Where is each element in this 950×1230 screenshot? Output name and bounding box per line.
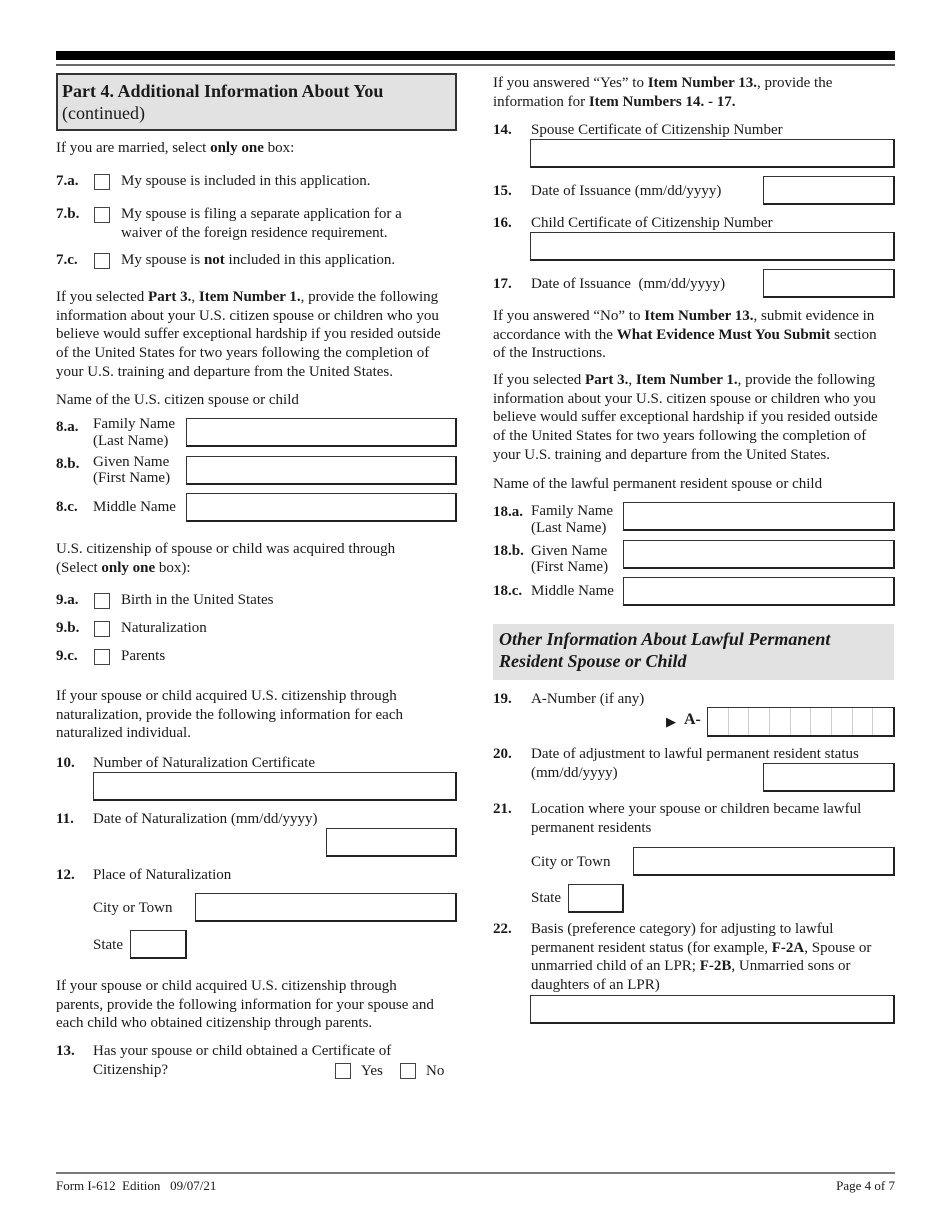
item-18c-label: Middle Name	[531, 583, 614, 599]
item-13-yes-checkbox[interactable]	[335, 1063, 351, 1079]
spouse-certificate-input[interactable]	[530, 139, 895, 168]
right-part3-paragraph: If you selected Part 3., Item Number 1., provide the following information about your U.S. citizen spouse or children who you believe would suffer exceptional hardship if you resided outside of the United States for two years following the completion of your U.S. training and departure from the United States.	[493, 372, 878, 463]
lpr-name-heading: Name of the lawful permanent resident spouse or child	[493, 476, 823, 492]
item-12-label: Place of Naturalization	[93, 867, 232, 883]
item-10-number: 10.	[56, 755, 75, 771]
item-8c-number: 8.c.	[56, 499, 78, 515]
item-7a-label: My spouse is included in this application.	[121, 173, 371, 189]
item-7b-label: My spouse is filing a separate application for a waiver of the foreign residence requirement.	[121, 206, 402, 241]
item-21-number: 21.	[493, 801, 512, 817]
item-18c-number: 18.c.	[493, 583, 523, 599]
item-8c-label: Middle Name	[93, 499, 176, 515]
item-12-number: 12.	[56, 867, 75, 883]
item-19-label: A-Number (if any)	[531, 691, 645, 707]
item-7c-checkbox[interactable]	[94, 253, 110, 269]
item-13-no-checkbox[interactable]	[400, 1063, 416, 1079]
married-instruction: If you are married, select only one box:	[56, 140, 295, 156]
item-15-number: 15.	[493, 183, 512, 199]
item-14-number: 14.	[493, 122, 512, 138]
top-thin-rule	[56, 64, 895, 66]
left-part3-paragraph: If you selected Part 3., Item Number 1., provide the following information about your U.S. citizen spouse or children who you believe would suffer exceptional hardship if you resided outside of the United States for two years following the completion of your U.S. training and departure from the United States.	[56, 289, 441, 380]
item-9b-number: 9.b.	[56, 620, 80, 636]
page-number: Page 4 of 7	[836, 1178, 895, 1193]
item-9c-checkbox[interactable]	[94, 649, 110, 665]
middle-name-input[interactable]	[186, 493, 457, 522]
item-12-state-label: State	[93, 937, 123, 953]
item-18b-label: Given Name (First Name)	[531, 543, 609, 575]
item-16-label: Child Certificate of Citizenship Number	[531, 215, 773, 231]
item-16-number: 16.	[493, 215, 512, 231]
item-7c-label: My spouse is not included in this application.	[121, 252, 396, 268]
item-10-label: Number of Naturalization Certificate	[93, 755, 315, 771]
lpr-state-input[interactable]	[568, 884, 624, 913]
item-9c-number: 9.c.	[56, 648, 78, 664]
yes-instruction: If you answered “Yes” to Item Number 13., provide the information for Item Numbers 14. - 17.	[493, 75, 833, 110]
family-name-input[interactable]	[186, 418, 457, 447]
lpr-given-name-input[interactable]	[623, 540, 895, 569]
item-8a-number: 8.a.	[56, 419, 79, 435]
naturalization-city-input[interactable]	[195, 893, 457, 922]
item-17-number: 17.	[493, 276, 512, 292]
naturalization-date-input[interactable]	[326, 828, 457, 857]
item-9b-checkbox[interactable]	[94, 621, 110, 637]
preference-category-input[interactable]	[530, 995, 895, 1024]
naturalization-paragraph: If your spouse or child acquired U.S. citizenship through naturalization, provide the following information for each naturalized individual.	[56, 688, 403, 742]
item-13-number: 13.	[56, 1043, 75, 1059]
item-18a-number: 18.a.	[493, 504, 523, 520]
lpr-middle-name-input[interactable]	[623, 577, 895, 606]
no-instruction: If you answered “No” to Item Number 13., submit evidence in accordance with the What Evidence Must You Submit section of the Instructions.	[493, 308, 877, 362]
item-22-label: Basis (preference category) for adjusting to lawful permanent resident status (for example, F-2A, Spouse or unmarried child of an LPR; F-2B, Unmarried sons or daughters of an LPR)	[531, 921, 872, 994]
adjustment-date-input[interactable]	[763, 763, 895, 792]
item-21-state-label: State	[531, 890, 561, 906]
form-edition: Form I-612 Edition 09/07/21	[56, 1178, 217, 1193]
item-18a-label: Family Name (Last Name)	[531, 503, 614, 536]
other-information-heading: Other Information About Lawful Permanent Resident Spouse or Child	[493, 624, 894, 680]
spouse-issuance-date-input[interactable]	[763, 176, 895, 205]
item-12-city-label: City or Town	[93, 900, 173, 916]
item-15-label: Date of Issuance (mm/dd/yyyy)	[531, 183, 722, 199]
item-20-number: 20.	[493, 746, 512, 762]
child-issuance-date-input[interactable]	[763, 269, 895, 298]
item-13-label: Has your spouse or child obtained a Certificate of Citizenship?	[93, 1043, 392, 1078]
item-13-no-label: No	[426, 1063, 445, 1079]
part-subtitle: (continued)	[62, 103, 145, 123]
item-7c-number: 7.c.	[56, 252, 78, 268]
a-number-prefix: A-	[684, 711, 701, 728]
item-9a-label: Birth in the United States	[121, 592, 274, 608]
naturalization-state-input[interactable]	[130, 930, 187, 959]
naturalization-certificate-input[interactable]	[93, 772, 457, 801]
item-21-label: Location where your spouse or children became lawful permanent residents	[531, 801, 862, 836]
item-11-label: Date of Naturalization (mm/dd/yyyy)	[93, 811, 318, 827]
item-22-number: 22.	[493, 921, 512, 937]
citizen-name-heading: Name of the U.S. citizen spouse or child	[56, 392, 299, 408]
item-11-number: 11.	[56, 811, 74, 827]
item-19-number: 19.	[493, 691, 512, 707]
item-7a-checkbox[interactable]	[94, 174, 110, 190]
part-4-heading	[56, 73, 457, 131]
a-number-input[interactable]	[707, 707, 895, 737]
citizenship-heading: U.S. citizenship of spouse or child was acquired through (Select only one box):	[56, 541, 396, 576]
item-9b-label: Naturalization	[121, 620, 207, 636]
item-14-label: Spouse Certificate of Citizenship Number	[531, 122, 783, 138]
given-name-input[interactable]	[186, 456, 457, 485]
item-9c-label: Parents	[121, 648, 166, 664]
item-7b-checkbox[interactable]	[94, 207, 110, 223]
lpr-city-input[interactable]	[633, 847, 895, 876]
item-8b-label: Given Name (First Name)	[93, 454, 171, 486]
item-9a-checkbox[interactable]	[94, 593, 110, 609]
item-21-city-label: City or Town	[531, 854, 611, 870]
item-13-yes-label: Yes	[361, 1063, 383, 1079]
item-8b-number: 8.b.	[56, 456, 80, 472]
child-certificate-input[interactable]	[530, 232, 895, 261]
parents-paragraph: If your spouse or child acquired U.S. citizenship through parents, provide the following information for your spouse and each child who obtained citizenship through parents.	[56, 978, 434, 1032]
item-7a-number: 7.a.	[56, 173, 79, 189]
item-9a-number: 9.a.	[56, 592, 79, 608]
lpr-family-name-input[interactable]	[623, 502, 895, 531]
top-thick-rule	[56, 51, 895, 60]
item-7b-number: 7.b.	[56, 206, 80, 222]
part-title: Part 4. Additional Information About You	[62, 81, 384, 101]
arrow-right-icon: ▶	[666, 714, 676, 729]
item-20-label: Date of adjustment to lawful permanent resident status (mm/dd/yyyy)	[531, 746, 859, 781]
item-17-label: Date of Issuance (mm/dd/yyyy)	[531, 276, 726, 292]
item-18b-number: 18.b.	[493, 543, 524, 559]
item-8a-label: Family Name (Last Name)	[93, 416, 176, 449]
footer-rule	[56, 1172, 895, 1174]
